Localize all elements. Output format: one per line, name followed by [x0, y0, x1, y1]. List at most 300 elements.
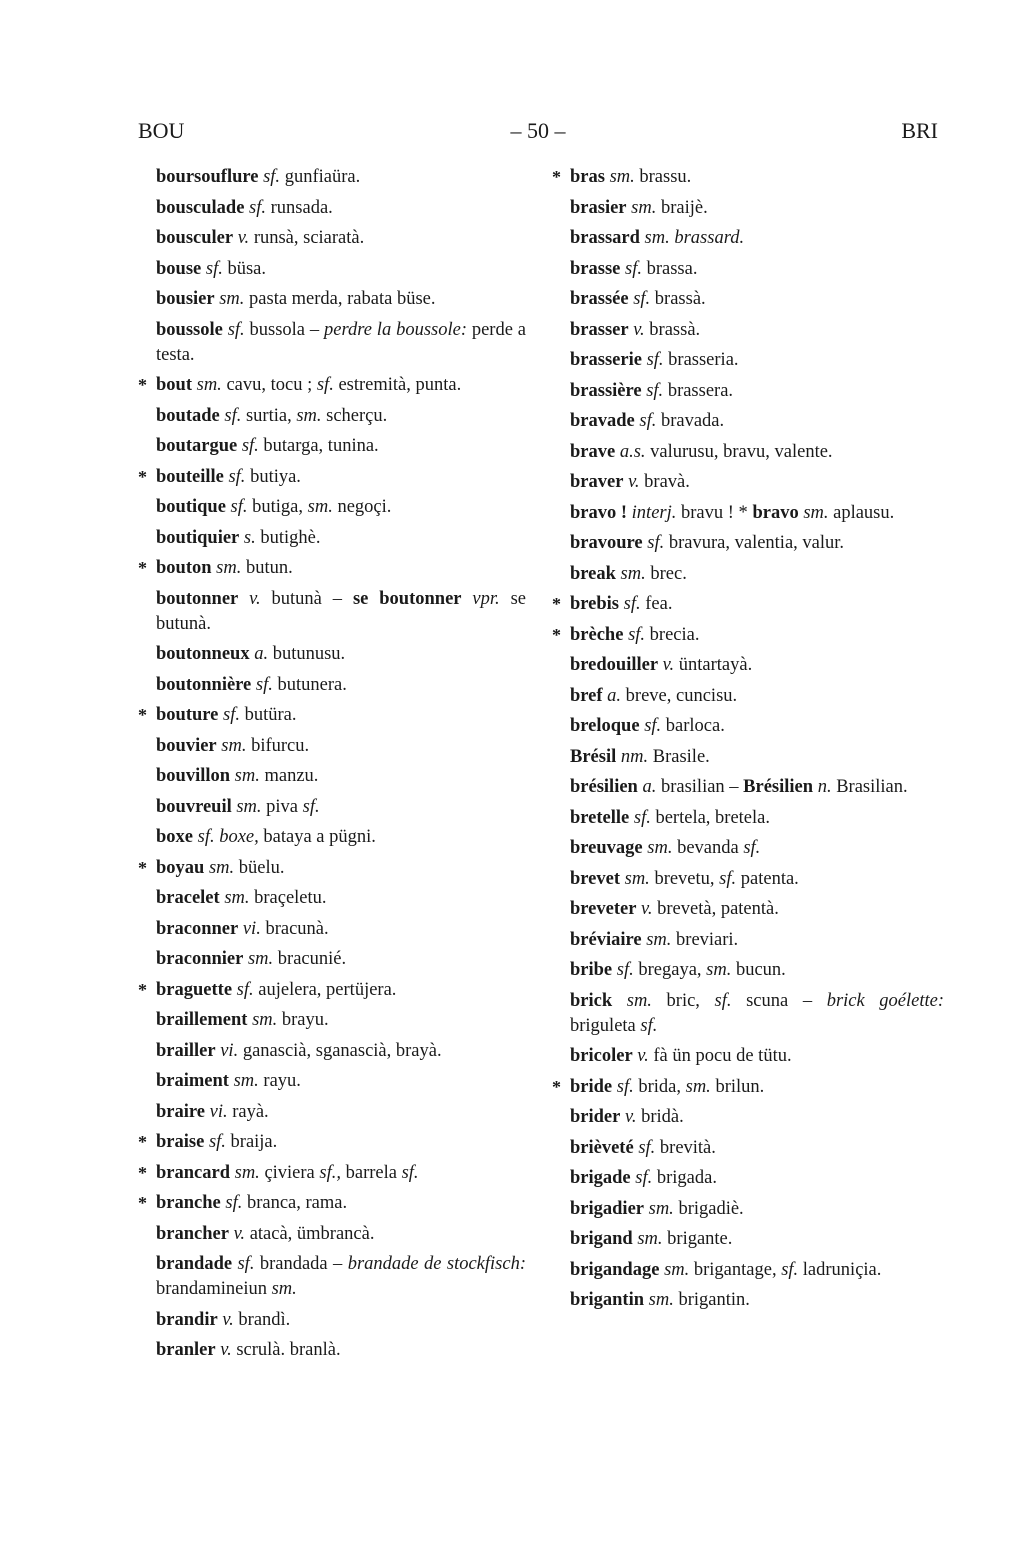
entry-translation: bracunà.	[260, 918, 329, 939]
entry-headword: boxe	[156, 827, 193, 847]
dictionary-entry	[552, 1136, 944, 1161]
entry-translation: brevità.	[655, 1137, 716, 1158]
dictionary-entry	[138, 587, 526, 637]
entry-translation: bataya a pügni.	[258, 827, 376, 847]
entry-grammar-label: sf.	[634, 411, 657, 431]
entry-grammar-label: sm.	[247, 1010, 278, 1030]
entry-headword: brandir	[156, 1309, 218, 1330]
page-number: – 50 –	[510, 118, 566, 143]
entry-translation: scherçu.	[321, 405, 388, 426]
entry-grammar-label: sf.	[225, 497, 248, 517]
entry-translation: aplausu.	[828, 502, 895, 523]
dictionary-entry	[552, 165, 944, 190]
entry-translation: brigada.	[652, 1168, 717, 1188]
entry-translation: brilun.	[710, 1076, 765, 1097]
entry-grammar-label: v.	[636, 899, 653, 919]
entry-headword: brigade	[570, 1168, 631, 1188]
entry-headword: break	[570, 563, 616, 584]
entry-grammar-label: sm.	[204, 857, 235, 878]
dictionary-entry	[552, 1288, 944, 1313]
entry-translation: bregaya,	[633, 960, 707, 980]
entry-translation: brayu.	[277, 1010, 329, 1030]
entry-headword: brésilien	[570, 777, 638, 797]
entry-grammar-label: sm.	[231, 796, 262, 817]
dictionary-entry	[552, 501, 944, 526]
dictionary-entry	[552, 928, 944, 953]
entry-translation: se butunà.	[156, 588, 526, 634]
dictionary-entry	[138, 795, 526, 820]
dictionary-entry	[138, 703, 526, 728]
entry-grammar-label: a.	[249, 644, 269, 664]
entry-translation: büelu.	[234, 857, 285, 878]
entry-headword: boursouflure	[156, 167, 259, 187]
entry-grammar-label: sm.	[307, 497, 333, 517]
header-left-guide-word: BOU	[138, 118, 185, 143]
entry-grammar-label: sf.	[639, 716, 662, 736]
dictionary-entry	[552, 714, 944, 739]
entry-grammar-label: a.	[637, 777, 657, 797]
entry-headword: se boutonner	[352, 588, 462, 609]
dictionary-entry	[138, 465, 526, 490]
entry-asterisk: *	[552, 594, 561, 614]
entry-grammar-label: sm.	[604, 167, 635, 187]
entry-headword: brebis	[570, 594, 620, 614]
entry-headword: brassard	[570, 228, 640, 248]
entry-translation: rayà.	[227, 1101, 269, 1122]
entry-headword: Brésilien	[743, 777, 814, 797]
entry-asterisk: *	[138, 375, 147, 395]
entry-translation: negoçi.	[332, 497, 392, 517]
entry-headword: brasse	[570, 258, 621, 279]
entry-grammar-label: v.	[623, 472, 640, 492]
entry-grammar-label: sf.	[251, 674, 273, 695]
entry-translation: brigante.	[662, 1229, 733, 1249]
dictionary-entry	[138, 1008, 526, 1033]
entry-grammar-label: s.	[239, 527, 256, 548]
entry-translation: rayu.	[258, 1071, 301, 1091]
entry-grammar-label: v.	[217, 1309, 234, 1330]
dictionary-entry	[552, 1166, 944, 1191]
dictionary-entry	[138, 526, 526, 551]
entry-headword: bousier	[156, 289, 215, 309]
dictionary-entry	[552, 958, 944, 983]
entry-grammar-label: vi.	[215, 1040, 239, 1061]
entry-translation: bravada.	[656, 411, 725, 431]
entry-translation: ganascià, sganascià, brayà.	[238, 1040, 442, 1061]
dictionary-entry	[138, 1252, 526, 1302]
dictionary-entry	[552, 775, 944, 800]
entry-italic-phrase: brandade de stockfisch:	[347, 1254, 526, 1274]
dictionary-entry	[138, 226, 526, 251]
entry-translation: brassà.	[644, 319, 701, 340]
dictionary-entry	[552, 806, 944, 831]
entry-headword: breloque	[570, 716, 640, 736]
dictionary-entry	[138, 1222, 526, 1247]
dictionary-entry	[138, 1039, 526, 1064]
right-column	[552, 165, 944, 1319]
entry-headword: brigadier	[570, 1198, 644, 1219]
entry-headword: bravo	[752, 502, 799, 523]
dictionary-entry	[138, 434, 526, 459]
entry-grammar-label: sf.	[232, 979, 254, 1000]
entry-grammar-label: sm.	[296, 405, 322, 426]
entry-grammar-label: sf.	[302, 796, 320, 817]
entry-translation: brassera.	[663, 380, 734, 401]
dictionary-entry	[552, 318, 944, 343]
entry-headword: brancher	[156, 1223, 229, 1244]
entry-headword: bretelle	[570, 807, 630, 828]
entry-translation: surtia,	[241, 405, 297, 426]
entry-translation: brida,	[633, 1076, 686, 1097]
entry-translation: scuna –	[731, 990, 827, 1011]
dictionary-entry	[552, 379, 944, 404]
dictionary-entry	[138, 856, 526, 881]
entry-grammar-label: sf.	[612, 960, 634, 980]
entry-translation: ladruniçia.	[798, 1259, 882, 1280]
entry-translation: brigantage,	[689, 1259, 782, 1280]
entry-grammar-label: sm.	[639, 228, 670, 248]
entry-headword: bravo !	[570, 502, 628, 523]
entry-grammar-label: sf.	[612, 1076, 634, 1097]
entry-headword: branche	[156, 1193, 221, 1213]
entry-translation: brigadiè.	[673, 1198, 744, 1219]
entry-translation: bevanda	[672, 838, 744, 858]
entry-headword: bouvillon	[156, 766, 231, 786]
entry-translation: butiga,	[247, 497, 308, 517]
entry-grammar-label: sm.	[230, 766, 260, 786]
entry-grammar-label: sf.	[237, 436, 259, 456]
entry-headword: brèche	[570, 624, 624, 645]
entry-translation: brevetu,	[649, 868, 720, 889]
entry-grammar-label: sf.	[633, 1137, 656, 1158]
entry-headword: boutade	[156, 405, 220, 426]
entry-headword: brassée	[570, 289, 629, 309]
entry-headword: bréviaire	[570, 929, 642, 950]
entry-grammar-label: v.	[233, 228, 250, 248]
dictionary-entry	[138, 1161, 526, 1186]
entry-headword: bribe	[570, 960, 613, 980]
entry-headword: boussole	[156, 319, 223, 340]
entry-translation: brigantin.	[673, 1290, 750, 1310]
entry-grammar-label: sf.	[623, 624, 646, 645]
dictionary-entry	[552, 1075, 944, 1100]
entry-grammar-label: sf.	[629, 807, 651, 828]
entry-translation: runsà, sciaratà.	[249, 228, 365, 248]
entry-italic-phrase: brick goélette:	[826, 990, 945, 1011]
entry-grammar-label: v.	[632, 1046, 649, 1066]
entry-grammar-label: sf.	[258, 167, 281, 187]
dictionary-entry	[138, 318, 526, 368]
entry-grammar-label: sm.	[659, 1259, 690, 1280]
entry-translation: scrulà. branlà.	[231, 1340, 341, 1360]
dictionary-entry	[138, 1069, 526, 1094]
page-header	[138, 118, 938, 148]
entry-grammar-label: sm.	[644, 1198, 674, 1219]
dictionary-entry	[552, 348, 944, 373]
entry-headword: boutargue	[156, 436, 238, 456]
entry-grammar-label: sm.	[798, 502, 829, 523]
entry-grammar-label: sf.	[641, 350, 664, 370]
entry-headword: boutique	[156, 497, 226, 517]
entry-grammar-label: sf.	[201, 258, 223, 279]
entry-grammar-label: sf.	[641, 380, 664, 401]
entry-asterisk: *	[138, 1132, 147, 1152]
entry-translation: Brasile.	[648, 746, 710, 767]
entry-headword: brider	[570, 1107, 621, 1127]
entry-translation: butighè.	[255, 527, 321, 548]
entry-translation: çiviera	[259, 1162, 320, 1183]
dictionary-entry	[138, 764, 526, 789]
entry-grammar-label: sf.	[743, 838, 761, 858]
entry-headword: boutiquier	[156, 527, 240, 548]
entry-translation: brec.	[645, 563, 687, 584]
entry-translation: brassu.	[634, 167, 692, 187]
entry-translation: runsada.	[266, 197, 333, 218]
entry-headword: brick	[570, 990, 613, 1011]
entry-headword: breuvage	[570, 838, 643, 858]
entry-headword: brasser	[570, 319, 629, 340]
dictionary-entry	[138, 886, 526, 911]
entry-translation: brevetà, patentà.	[652, 899, 779, 919]
entry-headword: braconner	[156, 918, 239, 939]
entry-translation: manzu.	[259, 766, 319, 786]
entry-translation: butiya.	[245, 466, 301, 487]
entry-translation: breviari.	[671, 929, 739, 950]
entry-translation: piva	[261, 796, 303, 817]
entry-translation: braijè.	[656, 197, 708, 218]
entry-translation: Brasilian.	[831, 777, 908, 797]
entry-translation: brandamineiun	[156, 1279, 272, 1299]
entry-grammar-label: sf.,	[319, 1162, 341, 1183]
entry-grammar-label: sf.	[619, 594, 641, 614]
dictionary-entry	[138, 257, 526, 282]
entry-asterisk: *	[552, 624, 561, 645]
entry-grammar-label: sf.	[219, 405, 242, 426]
entry-grammar-label: n.	[813, 777, 832, 797]
entry-headword: braise	[156, 1132, 205, 1152]
entry-headword: brigantin	[570, 1290, 645, 1310]
entry-translation: butarga, tunina.	[258, 436, 379, 456]
entry-headword: bouteille	[156, 466, 224, 487]
entry-italic-phrase: brassard.	[669, 228, 745, 248]
entry-headword: bout	[156, 375, 192, 395]
dictionary-entry	[552, 592, 944, 617]
entry-translation: butun.	[241, 558, 293, 578]
entry-translation: fea.	[640, 594, 673, 614]
dictionary-entry	[138, 495, 526, 520]
entry-headword: brailler	[156, 1040, 216, 1061]
entry-grammar-label: sf.	[244, 197, 267, 218]
dictionary-entry	[552, 531, 944, 556]
entry-translation: breve, cuncisu.	[621, 685, 738, 706]
entry-grammar-label: sm.	[219, 888, 250, 908]
entry-translation: üntartayà.	[674, 655, 753, 675]
entry-grammar-label: sm.	[228, 1071, 259, 1091]
entry-translation: butüra.	[239, 705, 297, 725]
dictionary-entry	[552, 1227, 944, 1252]
entry-headword: bref	[570, 685, 603, 706]
dictionary-entry	[552, 1258, 944, 1283]
dictionary-entry	[552, 897, 944, 922]
entry-translation: brassà.	[650, 289, 706, 309]
entry-headword: brassière	[570, 380, 642, 401]
entry-translation: estremità, punta.	[333, 375, 462, 395]
entry-translation: fà ün pocu de tütu.	[648, 1046, 792, 1066]
entry-headword: braver	[570, 472, 624, 492]
entry-translation: brasseria.	[663, 350, 739, 370]
entry-asterisk: *	[552, 167, 561, 187]
entry-translation: brasilian –	[656, 777, 744, 797]
entry-translation: bifurcu.	[246, 735, 310, 756]
entry-grammar-label: a.	[602, 685, 622, 706]
entry-grammar-label: sf.	[316, 375, 334, 395]
entry-headword: bravade	[570, 411, 635, 431]
entry-headword: bras	[570, 167, 605, 187]
entry-italic-phrase: perdre la boussole:	[324, 319, 467, 340]
dictionary-entry	[138, 1130, 526, 1155]
dictionary-entry	[552, 1105, 944, 1130]
entry-translation: valurusu, bravu, valente.	[645, 441, 833, 462]
entry-headword: bravoure	[570, 533, 643, 553]
entry-grammar-label: sf.	[222, 319, 245, 340]
entry-translation: barloca.	[661, 716, 725, 736]
dictionary-entry	[138, 673, 526, 698]
entry-translation: butunusu.	[268, 644, 346, 664]
entry-grammar-label: sm.	[271, 1279, 297, 1299]
entry-headword: bracelet	[156, 888, 220, 908]
entry-grammar-label: v.	[215, 1340, 232, 1360]
entry-translation: bridà.	[636, 1107, 684, 1127]
left-column	[138, 165, 526, 1369]
dictionary-entry	[138, 373, 526, 398]
entry-translation: gunfiaüra.	[280, 167, 361, 187]
entry-translation: braija.	[225, 1132, 278, 1152]
entry-grammar-label: sm.	[216, 735, 247, 756]
entry-headword: brevet	[570, 868, 620, 889]
entry-headword: braillement	[156, 1010, 248, 1030]
entry-headword: brandade	[156, 1254, 233, 1274]
entry-grammar-label: sf.	[401, 1162, 419, 1183]
entry-translation: bravura, valentia, valur.	[664, 533, 845, 553]
entry-grammar-label: v.	[658, 655, 675, 675]
dictionary-entry	[138, 947, 526, 972]
entry-grammar-label: sf.	[630, 1168, 653, 1188]
entry-asterisk: *	[138, 857, 147, 878]
entry-grammar-label: sm.	[641, 929, 672, 950]
dictionary-entry	[552, 226, 944, 251]
entry-asterisk: *	[552, 1076, 561, 1097]
entry-grammar-label: v.	[238, 588, 261, 609]
dictionary-entry	[138, 404, 526, 429]
entry-headword: bredouiller	[570, 655, 659, 675]
entry-grammar-label: v.	[228, 1223, 246, 1244]
entry-grammar-label: sf.	[218, 705, 240, 725]
dictionary-entry	[552, 287, 944, 312]
entry-grammar-label: v.	[628, 319, 645, 340]
entry-grammar-label: sm.	[644, 1290, 674, 1310]
dictionary-entry	[138, 165, 526, 190]
entry-headword: bouture	[156, 705, 219, 725]
entry-asterisk: *	[138, 979, 147, 1000]
dictionary-entry	[552, 470, 944, 495]
entry-grammar-label: sm.	[243, 949, 274, 969]
entry-asterisk: *	[138, 466, 147, 487]
dictionary-entry	[552, 684, 944, 709]
entry-grammar-label: sm.	[632, 1229, 663, 1249]
entry-headword: braire	[156, 1101, 205, 1122]
dictionary-entry	[138, 1338, 526, 1363]
entry-translation: butunà –	[260, 588, 353, 609]
entry-grammar-label: sm.	[620, 868, 650, 889]
entry-grammar-label: sf.	[781, 1259, 799, 1280]
entry-translation: butunera.	[272, 674, 347, 695]
entry-grammar-label: sm.	[642, 838, 673, 858]
entry-grammar-label: vi.	[238, 918, 261, 939]
entry-grammar-label: sf.	[628, 289, 651, 309]
dictionary-entry	[552, 1044, 944, 1069]
dictionary-entry	[552, 836, 944, 861]
entry-translation: büsa.	[222, 258, 267, 279]
dictionary-entry	[552, 562, 944, 587]
entry-headword: breveter	[570, 899, 637, 919]
entry-grammar-label: sf.	[714, 990, 732, 1011]
entry-headword: brigand	[570, 1229, 633, 1249]
dictionary-entry	[552, 409, 944, 434]
entry-grammar-label: sm.	[626, 197, 657, 218]
entry-grammar-label: sf.	[620, 258, 642, 279]
entry-headword: bouse	[156, 258, 202, 279]
entry-grammar-label: sm.	[214, 289, 245, 309]
entry-grammar-label: sf.	[220, 1193, 243, 1213]
entry-headword: bouton	[156, 558, 212, 578]
entry-grammar-label: a.s.	[615, 441, 646, 462]
entry-translation: barrela	[340, 1162, 402, 1183]
entry-italic-phrase: boxe,	[214, 827, 259, 847]
entry-headword: bousculer	[156, 228, 234, 248]
header-right-guide-word: BRI	[901, 118, 938, 143]
dictionary-entry	[138, 642, 526, 667]
entry-translation: bracunié.	[273, 949, 347, 969]
dictionary-entry	[552, 1197, 944, 1222]
entry-headword: brave	[570, 441, 616, 462]
entry-grammar-label: interj.	[627, 502, 677, 523]
dictionary-entry	[138, 917, 526, 942]
entry-grammar-label: sf.	[719, 868, 737, 889]
entry-headword: brancard	[156, 1162, 230, 1183]
dictionary-entry	[552, 196, 944, 221]
entry-translation: brassa.	[641, 258, 698, 279]
entry-translation: pasta merda, rabata büse.	[244, 289, 436, 309]
entry-grammar-label: sm.	[615, 563, 646, 584]
entry-headword: braguette	[156, 979, 233, 1000]
entry-grammar-label: sm.	[211, 558, 242, 578]
entry-grammar-label: sm.	[685, 1076, 711, 1097]
entry-grammar-label: sf.	[640, 1015, 658, 1036]
entry-grammar-label: vpr.	[461, 588, 500, 609]
entry-translation: bravà.	[639, 472, 690, 492]
entry-asterisk: *	[138, 705, 147, 725]
dictionary-entry	[552, 257, 944, 282]
entry-headword: bousculade	[156, 197, 245, 218]
entry-headword: brièveté	[570, 1137, 634, 1158]
entry-translation: brandada –	[254, 1254, 348, 1274]
dictionary-entry	[552, 440, 944, 465]
entry-grammar-label: v.	[620, 1107, 637, 1127]
entry-translation: aujelera, pertüjera.	[253, 979, 397, 1000]
entry-translation: briguleta	[570, 1015, 641, 1036]
entry-headword: boutonnière	[156, 674, 252, 695]
dictionary-entry	[552, 623, 944, 648]
